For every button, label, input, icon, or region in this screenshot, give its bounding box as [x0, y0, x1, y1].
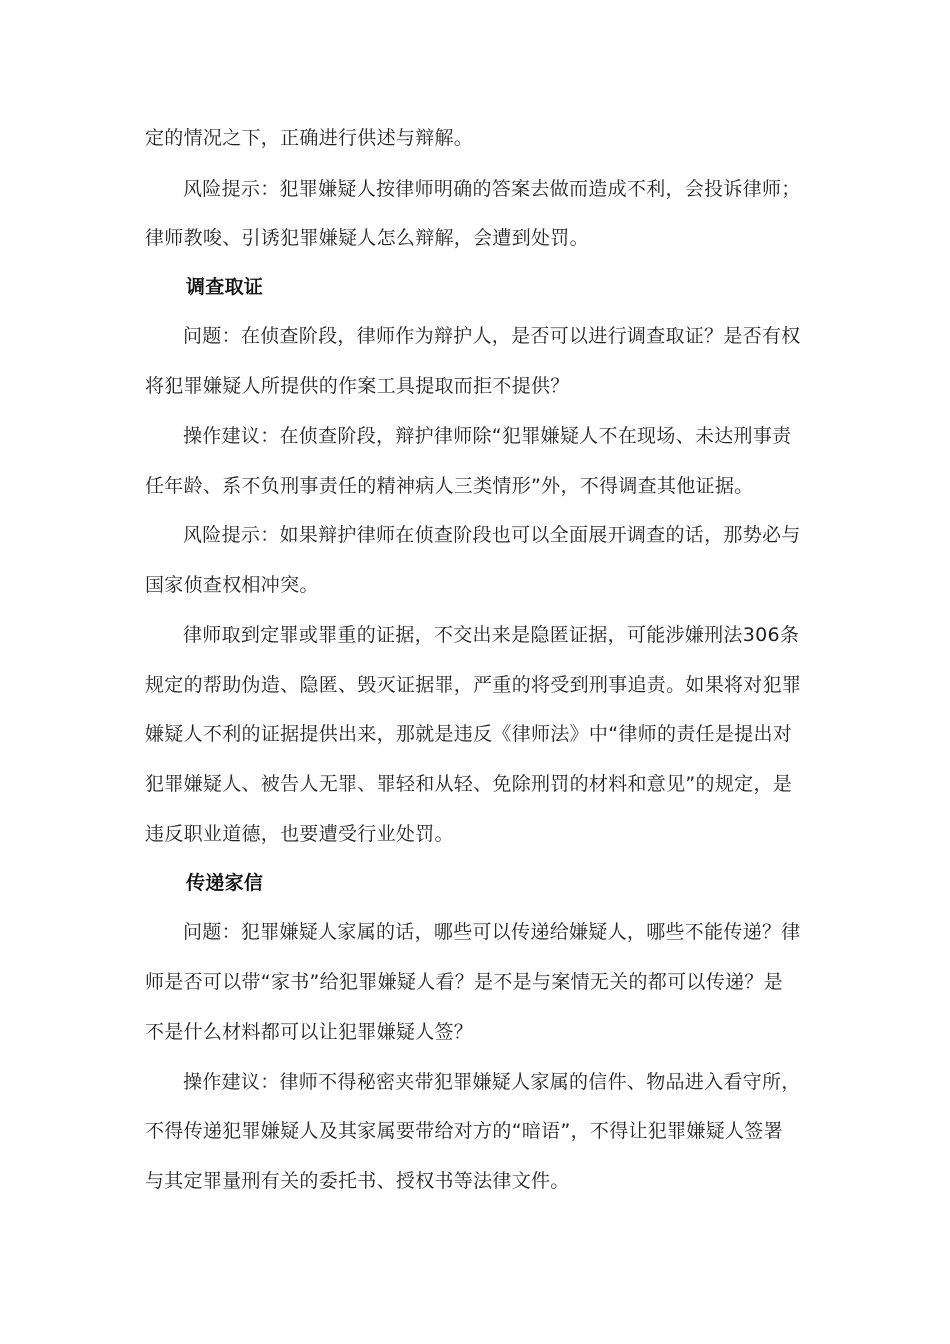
text-line: 问题：在侦查阶段，律师作为辩护人，是否可以进行调查取证？是否有权	[183, 325, 801, 347]
text-line: 不得传递犯罪嫌疑人及其家属要带给对方的“暗语”，不得让犯罪嫌疑人签署	[145, 1120, 783, 1142]
text-line: 风险提示：如果辩护律师在侦查阶段也可以全面展开调查的话，那势必与	[183, 524, 801, 546]
text-line: 操作建议：在侦查阶段，辩护律师除“犯罪嫌疑人不在现场、未达刑事责	[183, 425, 792, 447]
text-line: 律师教唆、引诱犯罪嫌疑人怎么辩解，会遭到处罚。	[145, 227, 589, 249]
section-heading: 调查取证	[186, 276, 264, 298]
text-line: 操作建议：律师不得秘密夹带犯罪嫌疑人家属的信件、物品进入看守所，	[183, 1071, 801, 1093]
text-line: 嫌疑人不利的证据提供出来，那就是违反《律师法》中“律师的责任是提出对	[145, 723, 793, 745]
text-line: 定的情况之下，正确进行供述与辩解。	[145, 127, 474, 149]
text-line: 问题：犯罪嫌疑人家属的话，哪些可以传递给嫌疑人，哪些不能传递？律	[183, 921, 801, 943]
text-line: 违反职业道德，也要遭受行业处罚。	[145, 823, 454, 845]
text-line: 规定的帮助伪造、隐匿、毁灭证据罪，严重的将受到刑事追责。如果将对犯罪	[145, 674, 802, 696]
text-line: 犯罪嫌疑人、被告人无罪、罪轻和从轻、免除刑罚的材料和意见”的规定，是	[145, 773, 793, 795]
text-line: 不是什么材料都可以让犯罪嫌疑人签？	[145, 1021, 474, 1043]
text-line: 律师取到定罪或罪重的证据，不交出来是隐匿证据，可能涉嫌刑法306条	[183, 624, 800, 646]
text-line: 师是否可以带“家书”给犯罪嫌疑人看？是不是与案情无关的都可以传递？是	[145, 971, 783, 993]
text-line: 风险提示：犯罪嫌疑人按律师明确的答案去做而造成不利，会投诉律师；	[183, 178, 801, 200]
text-line: 与其定罪量刑有关的委托书、授权书等法律文件。	[145, 1170, 570, 1192]
section-heading: 传递家信	[186, 872, 264, 894]
text-line: 将犯罪嫌疑人所提供的作案工具提取而拒不提供？	[145, 375, 570, 397]
text-line: 国家侦查权相冲突。	[145, 574, 319, 596]
text-line: 任年龄、系不负刑事责任的精神病人三类情形”外，不得调查其他证据。	[145, 475, 754, 497]
